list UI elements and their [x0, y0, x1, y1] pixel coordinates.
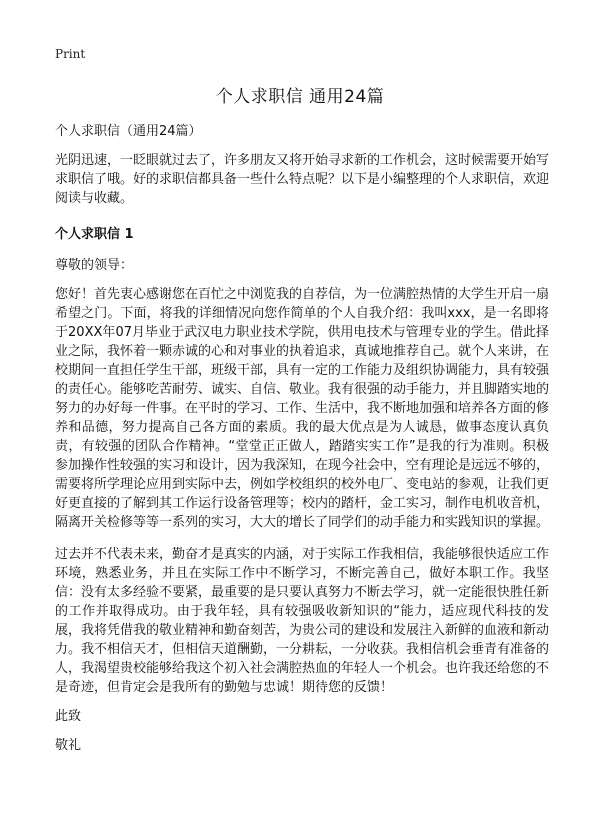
- article-body: [55, 122, 549, 755]
- salutation: 尊敬的领导：: [55, 258, 134, 273]
- section-heading: 个人求职信 1: [55, 227, 134, 242]
- closing-line: 此致: [55, 709, 82, 724]
- page-title: 个人求职信 通用24篇: [215, 87, 385, 107]
- body-paragraph: 您好！首先衷心感谢您在百忙之中浏览我的自荐信，为一位满腔热情的大学生开启一扇希望之门。下面，将我的详细情况向您作简单的个人自我介绍：我叫xxx，是一名即将于20XX年07月毕业于武汉电力职业技术学院，供用电技术与管理专业的学生。借此择业之际，我怀着一颗赤诚的心和对事业的执着追求，真诚地推荐自己。就个人来讲，在校期间一直担任学生干部，班级干部，具有一定的工作能力及组织协调能力，具有较强的责任心。能够吃苦耐劳、诚实、自信、敬业。我有很强的动手能力，并且脚踏实地的努力的办好每一件事。在平时的学习、工作、生活中，我不断地加强和培养各方面的修养和品德，努力提高自己各方面的素质。我的最大优点是为人诚恳，做事态度认真负责，有较强的团队合作精神。“堂堂正正做人，踏踏实实工作”是我的行为准则。积极参加操作性较强的实习和设计，因为我深知，在现今社会中，空有理论是远远不够的，需要将所学理论应用到实际中去，例如学校组织的校外电厂、变电站的参观，让我们更好更直接的了解到其工作运行设备管理等；校内的踏杆，金工实习，制作电机收音机，隔离开关检修等等一系列的实习，大大的增长了同学们的动手能力和实践知识的掌握。: [55, 287, 550, 530]
- closing-line: 敬礼: [55, 738, 82, 753]
- intro-paragraph: 光阴迅速，一眨眼就过去了，许多朋友又将开始寻求新的工作机会，这时候需要开始写求职信了哦。好的求职信都具备一些什么特点呢？以下是小编整理的个人求职信，欢迎阅读与收藏。: [55, 153, 550, 206]
- body-paragraph: 过去并不代表未来，勤奋才是真实的内涵，对于实际工作我相信，我能够很快适应工作环境，熟悉业务，并且在实际工作中不断学习，不断完善自己，做好本职工作。我坚信：没有太多经验不要紧，最重要的是只要认真努力不断去学习，就一定能很快胜任新的工作并取得成功。由于我年轻，具有较强吸收新知识的“能力，适应现代科技的发展，我将凭借我的敬业精神和勤奋刻苦，为贵公司的建设和发展注入新鲜的血液和新动力。我不相信天才，但相信天道酬勤，一分耕耘，一分收获。我相信机会垂青有准备的人，我渴望贵校能够给我这个初入社会满腔热血的年轻人一个机会。也许我还给您的不是奇迹，但肯定会是我所有的勤勉与忠诚！期待您的反馈！: [55, 547, 550, 695]
- print-link[interactable]: Print: [55, 47, 86, 61]
- article-subtitle: 个人求职信（通用24篇）: [55, 124, 202, 139]
